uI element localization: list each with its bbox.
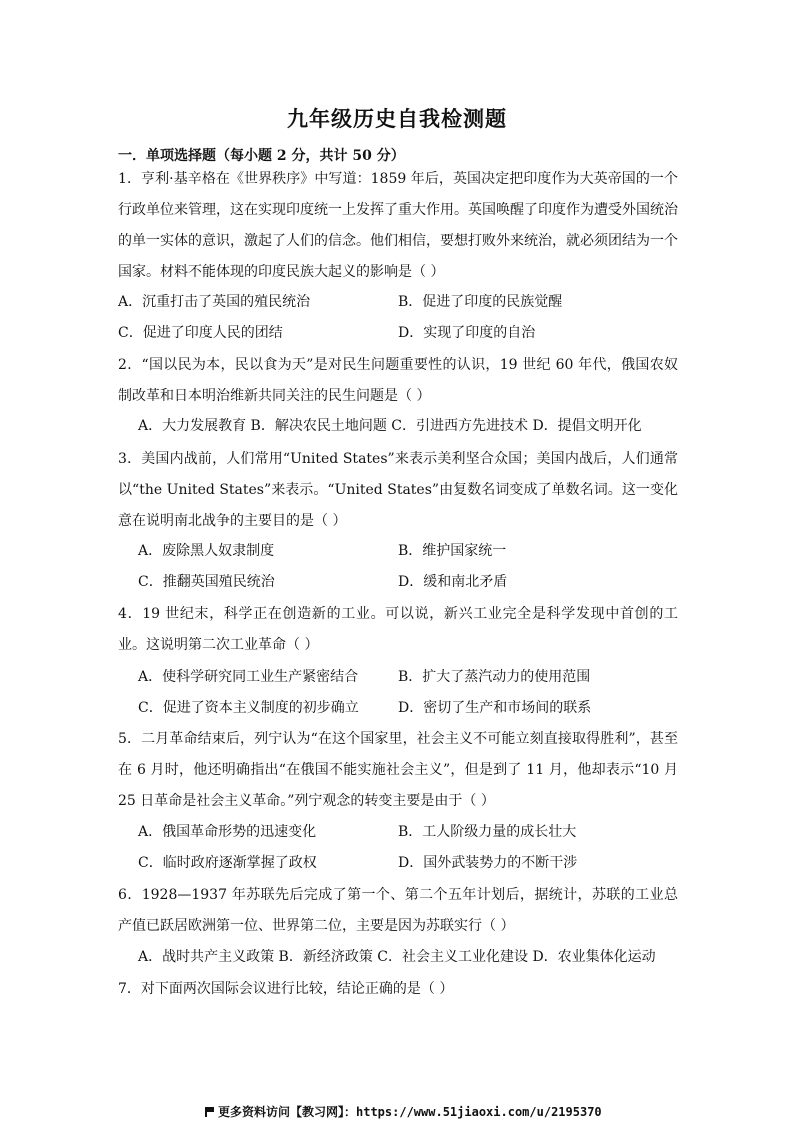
- question-1-option-c[interactable]: C．促进了印度人民的团结: [118, 325, 283, 341]
- question-6-stem: 6．1928—1937 年苏联先后完成了第一个、第二个五年计划后，据统计，苏联的工业总产值已跃居欧洲第一位、世界第二位，主要是因为苏联实行（ ）: [118, 887, 678, 934]
- question-4-option-b[interactable]: B．扩大了蒸汽动力的使用范围: [398, 669, 591, 685]
- question-1-option-b[interactable]: B．促进了印度的民族觉醒: [398, 294, 563, 310]
- question-6-option-line[interactable]: A．战时共产主义政策 B．新经济政策 C．社会主义工业化建设 D．农业集体化运动: [138, 949, 656, 965]
- question-5-option-d[interactable]: D．国外武装势力的不断干涉: [398, 855, 578, 871]
- question-2-option-line[interactable]: A．大力发展教育 B．解决农民土地问题 C．引进西方先进技术 D．提倡文明开化: [138, 418, 642, 434]
- question-7-stem: 7．对下面两次国际会议进行比较，结论正确的是（ ）: [118, 981, 454, 997]
- question-3-option-b[interactable]: B．维护国家统一: [398, 543, 507, 559]
- question-5-options: [138, 817, 678, 879]
- question-2-stem: 2．“国以民为本，民以食为天”是对民生问题重要性的认识，19 世纪 60 年代，俄国农奴制改革和日本明治维新共同关注的民生问题是（ ）: [118, 357, 678, 404]
- question-3-option-d[interactable]: D．缓和南北矛盾: [398, 574, 508, 590]
- question-4-option-d[interactable]: D．密切了生产和市场间的联系: [398, 700, 592, 716]
- footer-link[interactable]: [205, 1103, 602, 1120]
- question-4-option-c[interactable]: C．促进了资本主义制度的初步确立: [138, 700, 359, 716]
- question-1-options: [118, 287, 678, 349]
- flag-icon: [205, 1107, 214, 1117]
- question-3-options: [138, 536, 678, 598]
- page-title: 九年级历史自我检测题: [287, 106, 507, 131]
- question-5-stem: 5．二月革命结束后，列宁认为“在这个国家里，社会主义不可能立刻直接取得胜利”，甚至在 6 月时，他还明确指出“在俄国不能实施社会主义”，但是到了 11 月，他却表示“10 月 25 日革命是社会主义革命。”列宁观念的转变主要是由于（ ）: [118, 731, 678, 809]
- question-4-option-a[interactable]: A．使科学研究同工业生产紧密结合: [138, 669, 359, 685]
- question-5-option-c[interactable]: C．临时政府逐渐掌握了政权: [138, 855, 317, 871]
- question-4-options: [138, 662, 678, 724]
- question-1-stem: 1．亨利·基辛格在《世界秩序》中写道：1859 年后，英国决定把印度作为大英帝国的一个行政单位来管理，这在实现印度统一上发挥了重大作用。英国唤醒了印度作为遭受外国统治的单一实体的意识，激起了人们的信念。他们相信，要想打败外来统治，就必须团结为一个国家。材料不能体现的印度民族大起义的影响是（ ）: [118, 171, 678, 280]
- footer-text: 更多资料访问【教习网】：https://www.51jiaoxi.com/u/2195370: [218, 1105, 602, 1119]
- question-3-option-a[interactable]: A．废除黑人奴隶制度: [138, 543, 275, 559]
- question-2-options: [138, 411, 678, 442]
- question-6-options: [138, 942, 678, 973]
- question-4-stem: 4．19 世纪末，科学正在创造新的工业。可以说，新兴工业完全是科学发现中首创的工业。这说明第二次工业革命（ ）: [118, 606, 678, 653]
- question-5-option-a[interactable]: A．俄国革命形势的迅速变化: [138, 824, 317, 840]
- question-3-option-c[interactable]: C．推翻英国殖民统治: [138, 574, 275, 590]
- question-1-option-a[interactable]: A．沉重打击了英国的殖民统治: [118, 294, 311, 310]
- question-5-option-b[interactable]: B．工人阶级力量的成长壮大: [398, 824, 577, 840]
- question-3-stem: 3．美国内战前，人们常用“United States”来表示美利坚合众国；美国内战后，人们通常以“the United States”来表示。“United States”由复数名词变成了单数名词。这一变化意在说明南北战争的主要目的是（ ）: [118, 451, 678, 529]
- question-1-option-d[interactable]: D．实现了印度的自治: [398, 325, 536, 341]
- section-heading: 一．单项选择题（每小题 2 分，共计 50 分）: [118, 148, 405, 164]
